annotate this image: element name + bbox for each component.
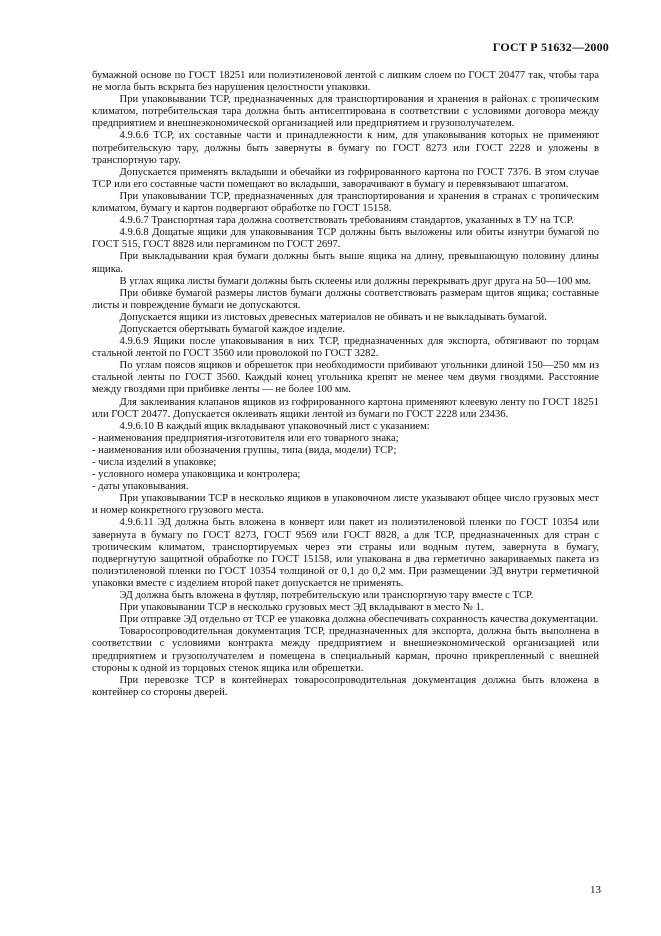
clause-4-9-6-7: 4.9.6.7 Транспортная тара должна соответствовать требованиям стандартов, указанных в ТУ на ТСР. [119, 215, 574, 227]
page-number: 13 [590, 884, 601, 896]
clause-4-9-6-6: 4.9.6.6 ТСР, их составные части и принадлежности к ним, для упаковывания которых не применяют потребительскую тару, должны быть завернуты в бумагу по ГОСТ 8273 или ГОСТ 2228 и уложены в транспортную тару. [92, 130, 599, 166]
list-item: - наименования предприятия-изготовителя или его товарного знака; [92, 432, 399, 444]
paragraph: При выкладывании края бумаги должны быть выше ящика на длину, превышающую половину длины ящика. [92, 251, 599, 275]
paragraph: При упаковывании ТСР в несколько ящиков в упаковочном листе указывают общее число грузовых мест и номер конкретного грузового места. [92, 493, 599, 517]
paragraph: ЭД должна быть вложена в футляр, потребительскую или транспортную тару вместе с ТСР. [119, 590, 534, 602]
list-item: - даты упаковывания. [92, 481, 189, 493]
paragraph: По углам поясов ящиков и обрешеток при необходимости прибивают угольники длиной 150—250 мм из стальной ленты по ГОСТ 3560. Каждый конец угольника крепят не менее чем двумя гвоздями. Расстояние между гвоздями при прибивке ленты — не более 100 мм. [92, 360, 599, 396]
standard-number-header: ГОСТ Р 51632—2000 [492, 40, 609, 54]
paragraph: При обивке бумагой размеры листов бумаги должны соответствовать размерам щитов ящика; составные листы и повреждение бумаги не допускаются. [92, 287, 599, 311]
paragraph: При упаковывании ТСР в несколько грузовых мест ЭД вкладывают в место № 1. [119, 602, 484, 614]
list-item: - числа изделий в упаковке; [92, 457, 217, 468]
paragraph: Допускается обертывать бумагой каждое изделие. [119, 323, 346, 335]
paragraph: Товаросопроводительная документация ТСР, предназначенных для экспорта, должна быть выполнена в соответствии с условиями контракта между предприятием и внешнеэкономической организацией или предприятием и грузополучателем и помещена в специальный карман, прочно прикрепленный с внешней стороны к одной из торцовых стенок ящика или обрешетки. [92, 626, 599, 674]
paragraph: В углах ящика листы бумаги должны быть склеены или должны перекрывать друг друга на 50—100 мм. [119, 275, 592, 287]
paragraph: При упаковывании ТСР, предназначенных для транспортирования и хранения в странах с тропическим климатом, бумагу и картон подвергают обработке по ГОСТ 15158. [92, 190, 599, 215]
paragraph-continuation: бумажной основе по ГОСТ 18251 или полиэтиленовой лентой с липким слоем по ГОСТ 20477 так, чтобы тара не могла быть вскрыта без нарушения целостности упаковки. [92, 70, 599, 94]
paragraph: Допускается ящики из листовых древесных материалов не обивать и не выкладывать бумагой. [119, 311, 547, 323]
document-body [92, 70, 599, 699]
paragraph: Для заклеивания клапанов ящиков из гофрированного картона применяют клеевую ленту по ГОСТ 18251 или ГОСТ 20477. Допускается оклеивать ящики лентой из бумаги по ГОСТ 2228 или 23436. [92, 396, 599, 420]
paragraph: Допускается применять вкладыши и обечайки из гофрированного картона по ГОСТ 7376. В этом случае ТСР или его составные части помещают во вкладыши, заворачивают в бумагу и перевязывают шпагатом. [92, 166, 599, 190]
list-item: - наименования или обозначения группы, типа (вида, модели) ТСР; [92, 444, 397, 456]
clause-4-9-6-10: 4.9.6.10 В каждый ящик вкладывают упаковочный лист с указанием: [119, 420, 430, 432]
clause-4-9-6-9: 4.9.6.9 Ящики после упаковывания в них ТСР, предназначенных для экспорта, обтягивают по торцам стальной лентой по ГОСТ 3560 или проволокой по ГОСТ 3282. [92, 336, 599, 360]
paragraph: При упаковывании ТСР, предназначенных для транспортирования и хранения в районах с тропическим климатом, потребительская тара должна быть антисептирована в соответствии с условиями договора между предприятием и внешнеэкономической организацией или предприятием и грузополучателем. [92, 94, 599, 130]
clause-4-9-6-11: 4.9.6.11 ЭД должна быть вложена в конверт или пакет из полиэтиленовой пленки по ГОСТ 10354 или завернута в бумагу по ГОСТ 8273, ГОСТ 9569 или ГОСТ 8828, а для ТСР, предназначенных для стран с тропическим климатом, транспортируемых через эти страны или водным путем, завернута в бумагу, подвергнутую защитной обработке по ГОСТ 15158, или упакована в два герметично завариваемых пакета из полиэтиленовой пленки по ГОСТ 10354 толщиной от 0,1 до 0,2 мм. При размещении ЭД внутри герметичной упаковки вместе с изделием второй пакет допускается не применять. [92, 517, 599, 589]
paragraph: При отправке ЭД отдельно от ТСР ее упаковка должна обеспечивать сохранность качества документации. [119, 614, 599, 626]
clause-4-9-6-8: 4.9.6.8 Дощатые ящики для упаковывания ТСР должны быть выложены или обиты изнутри бумагой по ГОСТ 515, ГОСТ 8828 или пергамином по ГОСТ 2697. [92, 227, 599, 251]
list-item: - условного номера упаковщика и контролера; [92, 469, 301, 481]
paragraph: При перевозке ТСР в контейнерах товаросопроводительная документация должна быть вложена в контейнер со стороны дверей. [92, 674, 599, 698]
